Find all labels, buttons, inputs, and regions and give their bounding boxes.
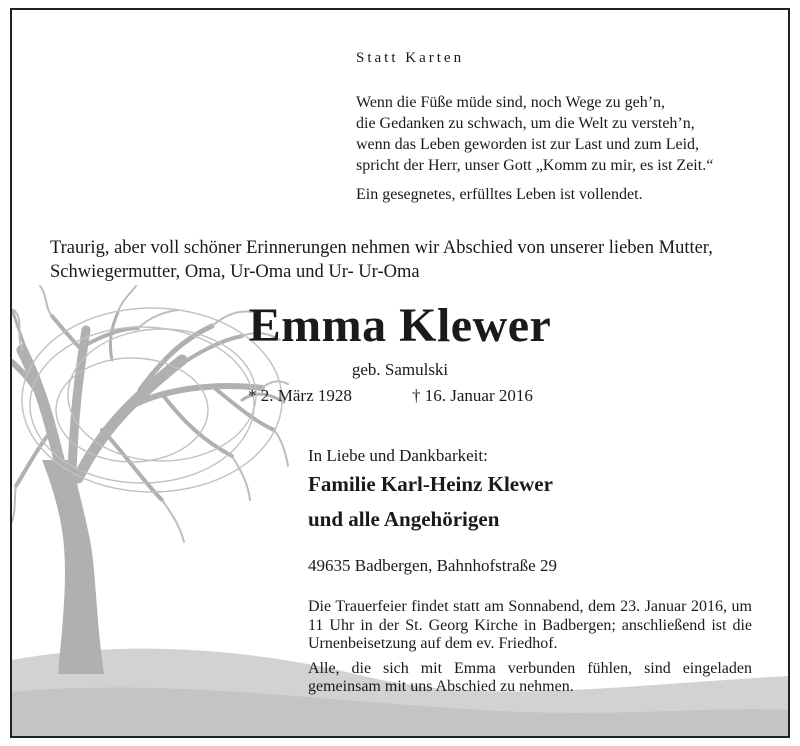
poem-line: die Gedanken zu schwach, um die Welt zu versteh’n, [356, 115, 695, 132]
obituary-notice [10, 8, 790, 738]
death-date: † 16. Januar 2016 [412, 386, 533, 405]
poem-line: Wenn die Füße müde sind, noch Wege zu geh’n, [356, 94, 666, 111]
address: 49635 Badbergen, Bahnhofstraße 29 [308, 556, 557, 575]
poem-line: spricht der Herr, unser Gott „Komm zu mir, es ist Zeit.“ [356, 157, 714, 174]
deceased-name: Emma Klewer [248, 299, 552, 352]
intro-line: Schwiegermutter, Oma, Ur-Oma und Ur- Ur-Oma [50, 262, 420, 282]
family-relatives: und alle Angehörigen [308, 507, 500, 531]
birth-date: * 2. März 1928 [248, 386, 352, 405]
blessing-line: Ein gesegnetes, erfülltes Leben ist vollendet. [356, 186, 643, 203]
family-name: Familie Karl-Heinz Klewer [308, 472, 553, 496]
intro-line: Traurig, aber voll schöner Erinnerungen nehmen wir Abschied von unserer lieben Mutter, [50, 238, 713, 258]
funeral-info: Die Trauerfeier findet statt am Sonnabend, dem 23. Januar 2016, um 11 Uhr in der St. Georg Kirche in Badbergen; anschließend ist die Urnenbeisetzung auf dem ev. Friedhof. [308, 598, 752, 652]
heading-statt-karten: Statt Karten [356, 50, 465, 66]
funeral-details [308, 598, 752, 703]
poem-line: wenn das Leben geworden ist zur Last und zum Leid, [356, 136, 700, 153]
invitation-text: Alle, die sich mit Emma verbunden fühlen, sind eingeladen gemeinsam mit uns Abschied zu nehmen. [308, 659, 752, 695]
thanks-line: In Liebe und Dankbarkeit: [308, 446, 488, 465]
birth-name: geb. Samulski [351, 360, 449, 379]
poem [356, 92, 713, 176]
intro-text [50, 236, 713, 284]
